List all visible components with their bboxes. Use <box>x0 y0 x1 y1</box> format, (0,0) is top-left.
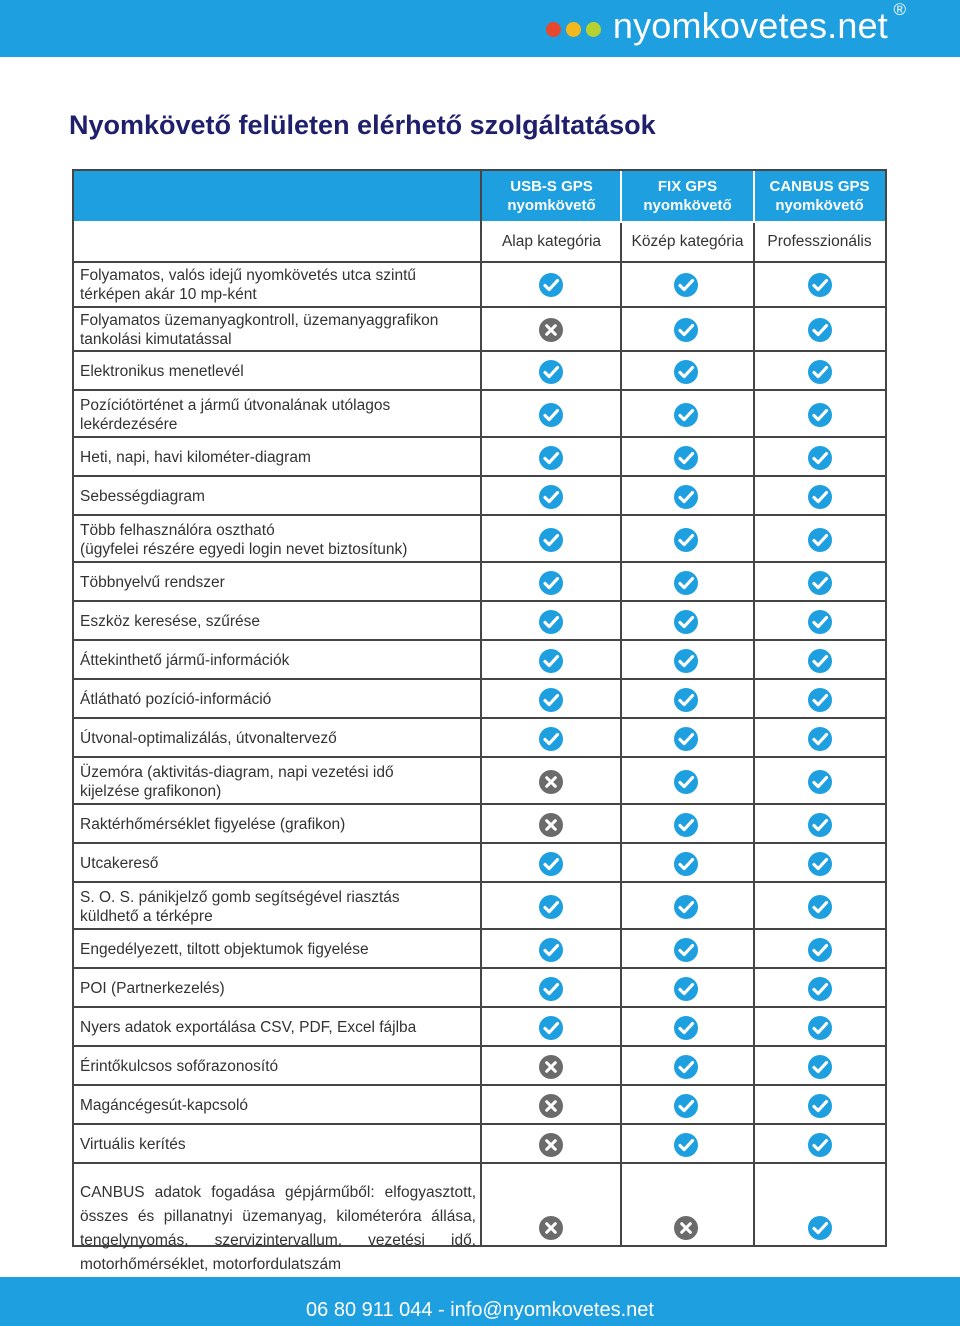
cross-icon <box>538 812 564 838</box>
column-category-1: Alap kategória <box>501 233 602 250</box>
cross-icon <box>673 1215 699 1241</box>
logo-dot-red <box>546 22 561 37</box>
check-icon <box>673 1015 699 1041</box>
check-icon <box>807 484 833 510</box>
check-icon <box>673 976 699 1002</box>
feature-label: Pozíciótörténet a jármű útvonalának utólagos lekérdezésére <box>80 396 391 433</box>
check-icon <box>538 976 564 1002</box>
check-icon <box>673 317 699 343</box>
check-icon <box>538 402 564 428</box>
check-icon <box>538 1015 564 1041</box>
feature-label: Magáncégesút-kapcsoló <box>80 1097 249 1114</box>
check-icon <box>673 527 699 553</box>
feature-label: S. O. S. pánikjelző gomb segítségével riasztás küldhető a térképre <box>80 888 400 925</box>
header-divider <box>753 171 755 221</box>
footer-contact[interactable]: 06 80 911 044 - info@nyomkovetes.net <box>306 1299 654 1321</box>
feature-label: Átlátható pozíció-információ <box>80 691 272 708</box>
table-divider <box>753 223 755 1245</box>
logo-dots-icon <box>546 22 601 37</box>
check-icon <box>807 317 833 343</box>
check-icon <box>807 402 833 428</box>
check-icon <box>673 648 699 674</box>
feature-label: Útvonal-optimalizálás, útvonaltervező <box>80 730 337 747</box>
column-header-2: FIX GPS nyomkövető <box>643 178 732 214</box>
check-icon <box>807 609 833 635</box>
check-icon <box>673 1054 699 1080</box>
comparison-table <box>72 169 887 1273</box>
check-icon <box>673 1093 699 1119</box>
check-icon <box>538 570 564 596</box>
check-icon <box>673 609 699 635</box>
check-icon <box>538 272 564 298</box>
check-icon <box>673 769 699 795</box>
check-icon <box>807 812 833 838</box>
check-icon <box>538 445 564 471</box>
check-icon <box>673 812 699 838</box>
registered-mark: ® <box>893 0 906 19</box>
check-icon <box>673 272 699 298</box>
check-icon <box>673 937 699 963</box>
feature-label: Eszköz keresése, szűrése <box>80 613 261 630</box>
footer-bar <box>0 1277 960 1326</box>
feature-label: Utcakereső <box>80 855 159 872</box>
cross-icon <box>538 1054 564 1080</box>
table-divider <box>620 223 622 1245</box>
check-icon <box>673 359 699 385</box>
check-icon <box>807 445 833 471</box>
brand-logo[interactable] <box>546 0 906 50</box>
feature-label: POI (Partnerkezelés) <box>80 980 225 997</box>
cross-icon <box>538 769 564 795</box>
check-icon <box>538 687 564 713</box>
check-icon <box>673 894 699 920</box>
logo-dot-yellow <box>566 22 581 37</box>
logo-dot-green <box>586 22 601 37</box>
check-icon <box>807 359 833 385</box>
check-icon <box>673 1132 699 1158</box>
page-title: Nyomkövető felületen elérhető szolgáltatások <box>69 110 656 140</box>
check-icon <box>807 769 833 795</box>
header-divider <box>620 171 622 221</box>
cross-icon <box>538 317 564 343</box>
check-icon <box>673 570 699 596</box>
feature-label: Üzemóra (aktivitás-diagram, napi vezetési idő kijelzése grafikonon) <box>80 763 394 800</box>
feature-label: Heti, napi, havi kilométer-diagram <box>80 449 311 466</box>
check-icon <box>807 851 833 877</box>
check-icon <box>673 402 699 428</box>
check-icon <box>673 726 699 752</box>
check-icon <box>807 937 833 963</box>
check-icon <box>538 937 564 963</box>
check-icon <box>673 445 699 471</box>
feature-label: Raktérhőmérséklet figyelése (grafikon) <box>80 816 346 833</box>
check-icon <box>807 1054 833 1080</box>
check-icon <box>807 527 833 553</box>
brand-name: nyomkovetes.net <box>612 5 888 46</box>
check-icon <box>807 648 833 674</box>
cross-icon <box>538 1093 564 1119</box>
feature-label: CANBUS adatok fogadása gépjárműből: elfogyasztott, összes és pillanatnyi üzemanyag, kilométeróra állása, tengelynyomás, szervizintervallum, vezetési idő, motorhőmérséklet, motorfordulatszám <box>80 1184 476 1273</box>
feature-label: Folyamatos, valós idejű nyomkövetés utca szintű térképen akár 10 mp-ként <box>80 266 416 303</box>
check-icon <box>807 1215 833 1241</box>
check-icon <box>807 687 833 713</box>
feature-label: Többnyelvű rendszer <box>80 574 225 591</box>
feature-label: Folyamatos üzemanyagkontroll, üzemanyaggrafikon tankolási kimutatással <box>80 312 439 348</box>
column-category-3: Professzionális <box>767 233 872 250</box>
check-icon <box>807 1132 833 1158</box>
feature-label: Érintőkulcsos sofőrazonosító <box>80 1058 279 1075</box>
check-icon <box>673 851 699 877</box>
cross-icon <box>538 1215 564 1241</box>
check-icon <box>807 570 833 596</box>
feature-label: Elektronikus menetlevél <box>80 363 244 380</box>
check-icon <box>807 1015 833 1041</box>
check-icon <box>538 851 564 877</box>
check-icon <box>673 484 699 510</box>
feature-label: Áttekinthető jármű-információk <box>80 652 290 669</box>
feature-label: Sebességdiagram <box>80 488 205 505</box>
check-icon <box>673 687 699 713</box>
check-icon <box>807 894 833 920</box>
check-icon <box>538 894 564 920</box>
check-icon <box>807 272 833 298</box>
check-icon <box>538 484 564 510</box>
column-category-2: Közép kategória <box>631 233 744 250</box>
feature-label: Virtuális kerítés <box>80 1136 186 1153</box>
check-icon <box>538 609 564 635</box>
check-icon <box>538 648 564 674</box>
feature-label: Nyers adatok exportálása CSV, PDF, Excel fájlba <box>80 1019 417 1036</box>
check-icon <box>538 359 564 385</box>
column-header-1: USB-S GPS nyomkövető <box>507 178 596 214</box>
check-icon <box>807 976 833 1002</box>
check-icon <box>807 1093 833 1119</box>
check-icon <box>807 726 833 752</box>
feature-label: Több felhasználóra osztható (ügyfelei részére egyedi login nevet biztosítunk) <box>80 521 408 558</box>
column-header-3: CANBUS GPS nyomkövető <box>769 178 870 214</box>
cross-icon <box>538 1132 564 1158</box>
table-divider <box>480 171 482 1245</box>
check-icon <box>538 527 564 553</box>
check-icon <box>538 726 564 752</box>
feature-label: Engedélyezett, tiltott objektumok figyelése <box>80 941 369 958</box>
header-bar <box>0 0 960 57</box>
